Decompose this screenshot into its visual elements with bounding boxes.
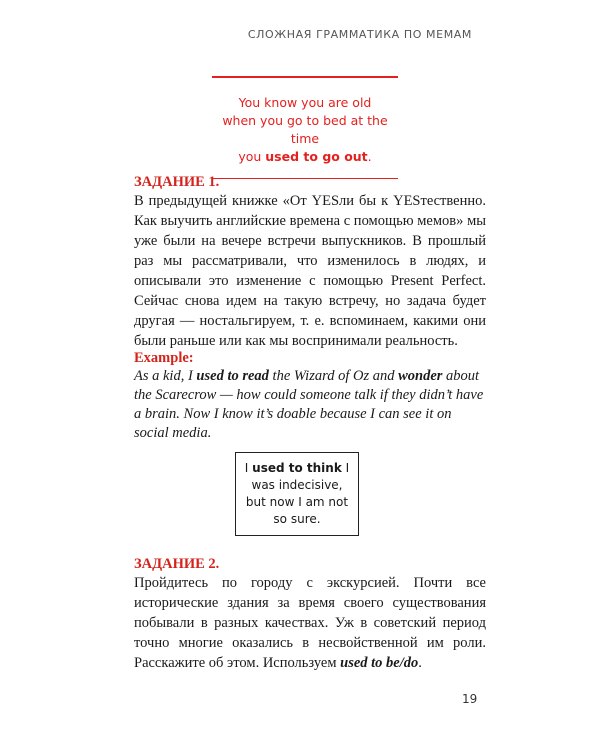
meme-box-rest: I was indecisive, but now I am not so sure. — [245, 461, 350, 526]
task-1-body: В предыдущей книжке «От YESли бы к YESтественно. Как выучить английские времена с помощью мемов» мы уже были на вечере встречи выпускников. В прошлый раз мы рассматривали, что изменилось в людях, и описывали это изменение с помощью Present Perfect. Сейчас снова идем на такую встречу, но задача будет другая — ностальгируем, т. е. вспоминаем, какими они были раньше или как мы воспринимали реальность. — [134, 193, 486, 349]
meme-box-indecisive — [235, 452, 359, 536]
task-1-section — [134, 174, 486, 351]
meme-line-1: You know you are old — [238, 94, 372, 110]
meme-line-3-prefix: you — [238, 148, 266, 164]
meme-box-prefix: I — [244, 461, 253, 475]
meme-line-3-suffix: . — [367, 148, 372, 164]
task-2-body — [134, 573, 486, 673]
example-bold-2: wonder — [398, 368, 443, 384]
example-section — [134, 350, 486, 443]
example-part-3: about the Scarecrow — how could someone talk if they didn’t have a brain. Now I know it’s doable because I can see it on social media. — [134, 368, 484, 441]
task-2-tail: . — [418, 655, 422, 671]
example-text — [134, 367, 486, 443]
task-2-section — [134, 556, 486, 673]
page-number: 19 — [462, 692, 478, 706]
meme-box-text — [242, 460, 352, 528]
meme-line-2: when you go to bed at the time — [222, 112, 388, 146]
task-2-body-text: Пройдитесь по городу с экскурсией. Почти все исторические здания за время своего существования побывали в разных качествах. Уж в советский период точно многие оказались в несвойственной им роли. Расскажите об этом. Используем — [134, 575, 486, 671]
example-bold-1: used to read — [196, 368, 269, 384]
example-part-1: As a kid, I — [134, 368, 197, 384]
meme-quote-text — [212, 78, 398, 178]
meme-quote-old — [212, 76, 398, 179]
example-part-2: the Wizard of Oz and — [268, 368, 399, 384]
meme-box-bold: used to think — [252, 461, 342, 475]
task-2-bold-italic: used to be/do — [340, 655, 419, 671]
task-2-title: ЗАДАНИЕ 2. — [134, 556, 220, 572]
task-1-title: ЗАДАНИЕ 1. — [134, 174, 220, 190]
example-title: Example: — [134, 350, 194, 366]
meme-line-3-bold: used to go out — [265, 148, 368, 164]
running-title: СЛОЖНАЯ ГРАММАТИКА ПО МЕМАМ — [247, 28, 472, 41]
